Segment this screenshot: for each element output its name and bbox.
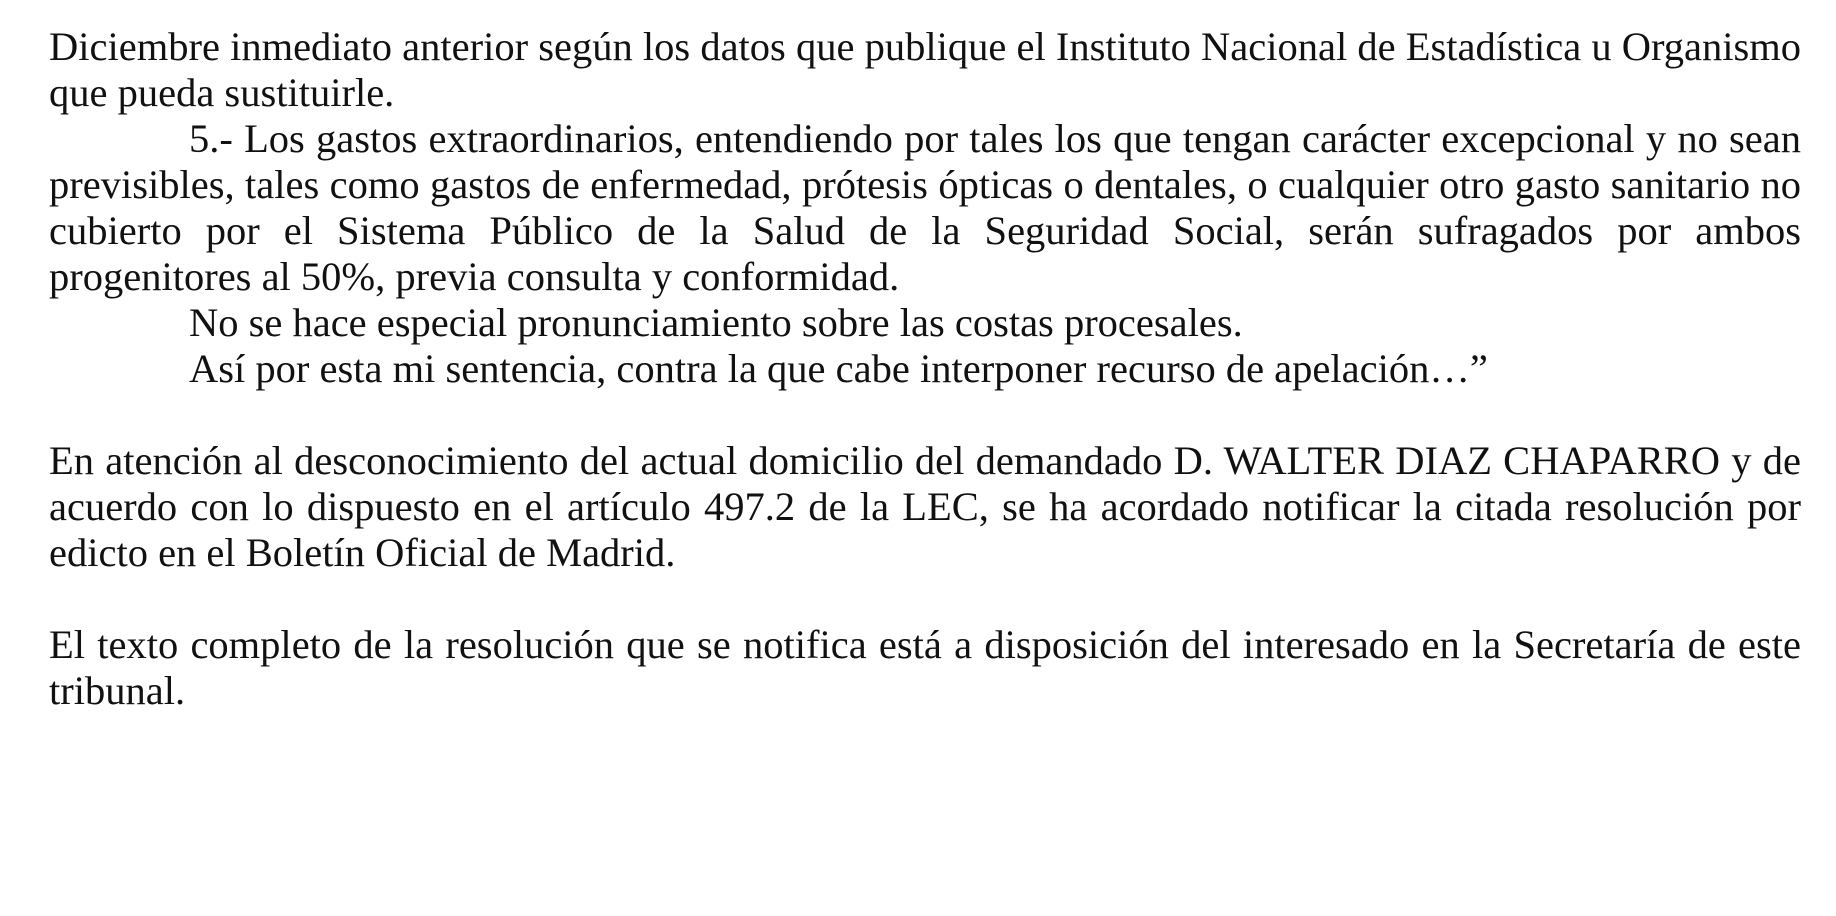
- paragraph-availability: El texto completo de la resolución que se notifica está a disposición del interesado en la Secretaría de este tribunal.: [49, 622, 1801, 713]
- paragraph-appeal: Así por esta mi sentencia, contra la que cabe interponer recurso de apelación…”: [189, 346, 1488, 391]
- paragraph-costs: No se hace especial pronunciamiento sobre las costas procesales.: [189, 300, 1243, 345]
- paragraph-extraordinary-expenses: 5.- Los gastos extraordinarios, entendiendo por tales los que tengan carácter excepcional y no sean previsibles, tales como gastos de enfermedad, prótesis ópticas o dentales, o cualquier otro gasto sanitario no cubierto por el Sistema Público de la Salud de la Seguridad Social, serán sufragados por ambos progenitores al 50%, previa consulta y conformidad.: [49, 116, 1801, 299]
- document-page: [49, 24, 1801, 714]
- paragraph-continuation: Diciembre inmediato anterior según los datos que publique el Instituto Nacional de Estadística u Organismo que pueda sustituirle.: [49, 24, 1801, 115]
- paragraph-notification: En atención al desconocimiento del actual domicilio del demandado D. WALTER DIAZ CHAPARRO y de acuerdo con lo dispuesto en el artículo 497.2 de la LEC, se ha acordado notificar la citada resolución por edicto en el Boletín Oficial de Madrid.: [49, 438, 1801, 575]
